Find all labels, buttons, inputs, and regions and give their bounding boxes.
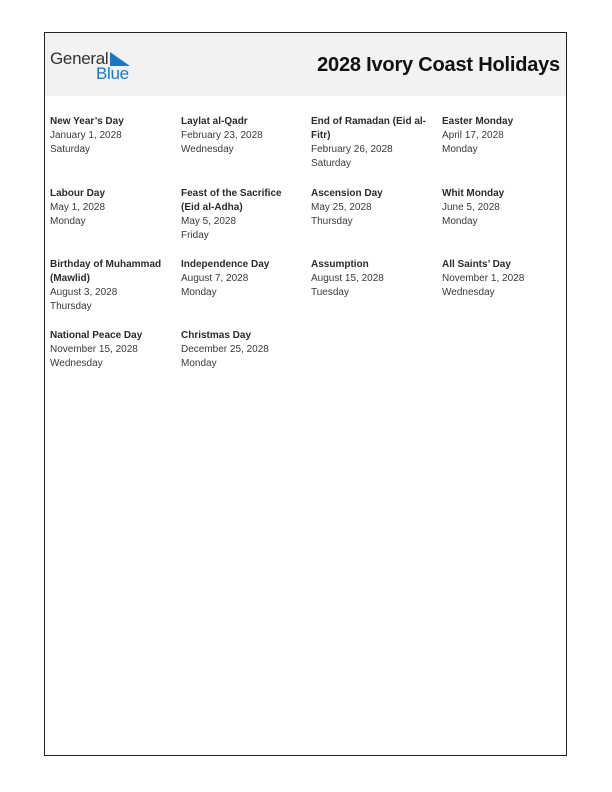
holiday-date: August 15, 2028: [311, 273, 384, 284]
logo-general-text: General: [50, 49, 109, 68]
holiday-weekday: Monday: [181, 358, 217, 369]
holiday-item: [181, 258, 303, 300]
holiday-date: November 15, 2028: [50, 344, 138, 355]
holiday-name: End of Ramadan (Eid al-Fitr): [311, 116, 427, 141]
holiday-name: New Year’s Day: [50, 116, 124, 127]
holiday-date: December 25, 2028: [181, 344, 269, 355]
page-frame: [44, 32, 567, 756]
generalblue-logo: [50, 49, 140, 83]
holiday-item: [50, 329, 172, 371]
holiday-name: Assumption: [311, 259, 369, 270]
holiday-weekday: Monday: [442, 144, 478, 155]
holiday-name: Independence Day: [181, 259, 270, 270]
holiday-weekday: Wednesday: [442, 287, 495, 298]
holiday-item: [442, 258, 564, 300]
logo-blue-text: Blue: [96, 64, 129, 83]
page-title: 2028 Ivory Coast Holidays: [317, 54, 560, 76]
holiday-item: [50, 187, 172, 229]
holiday-weekday: Wednesday: [50, 358, 103, 369]
holiday-name: Christmas Day: [181, 330, 252, 341]
holiday-weekday: Friday: [181, 230, 209, 241]
holiday-weekday: Saturday: [50, 144, 91, 155]
holiday-name: National Peace Day: [50, 330, 143, 341]
holiday-date: May 5, 2028: [181, 216, 237, 227]
holiday-date: May 1, 2028: [50, 202, 106, 213]
holiday-weekday: Thursday: [50, 301, 92, 312]
holiday-weekday: Monday: [181, 287, 217, 298]
holiday-date: August 7, 2028: [181, 273, 249, 284]
holiday-name: Feast of the Sacrifice (Eid al-Adha): [181, 188, 282, 213]
holiday-item: [311, 115, 429, 171]
holiday-name: Whit Monday: [442, 188, 505, 199]
holiday-item: [442, 187, 564, 229]
holiday-weekday: Monday: [50, 216, 86, 227]
holiday-weekday: Tuesday: [311, 287, 349, 298]
holiday-name: Labour Day: [50, 188, 106, 199]
holiday-item: [181, 187, 303, 243]
holiday-name: Laylat al-Qadr: [181, 116, 248, 127]
holiday-date: June 5, 2028: [442, 202, 500, 213]
holiday-item: [50, 258, 172, 314]
holiday-item: [181, 329, 303, 371]
holiday-name: Ascension Day: [311, 188, 383, 199]
holiday-date: November 1, 2028: [442, 273, 525, 284]
holiday-item: [442, 115, 564, 157]
holiday-weekday: Saturday: [311, 158, 352, 169]
holiday-weekday: Wednesday: [181, 144, 234, 155]
holiday-name: Easter Monday: [442, 116, 514, 127]
holiday-weekday: Thursday: [311, 216, 353, 227]
holiday-date: February 23, 2028: [181, 130, 263, 141]
holiday-date: January 1, 2028: [50, 130, 122, 141]
holiday-name: All Saints’ Day: [442, 259, 511, 270]
holiday-item: [181, 115, 303, 157]
holiday-item: [311, 187, 433, 229]
holiday-date: February 26, 2028: [311, 144, 393, 155]
holiday-date: August 3, 2028: [50, 287, 118, 298]
holiday-weekday: Monday: [442, 216, 478, 227]
header-band: [45, 33, 566, 96]
holiday-name: Birthday of Muhammad (Mawlid): [50, 259, 162, 284]
holiday-date: May 25, 2028: [311, 202, 372, 213]
holiday-item: [311, 258, 433, 300]
holiday-item: [50, 115, 172, 157]
holiday-date: April 17, 2028: [442, 130, 504, 141]
